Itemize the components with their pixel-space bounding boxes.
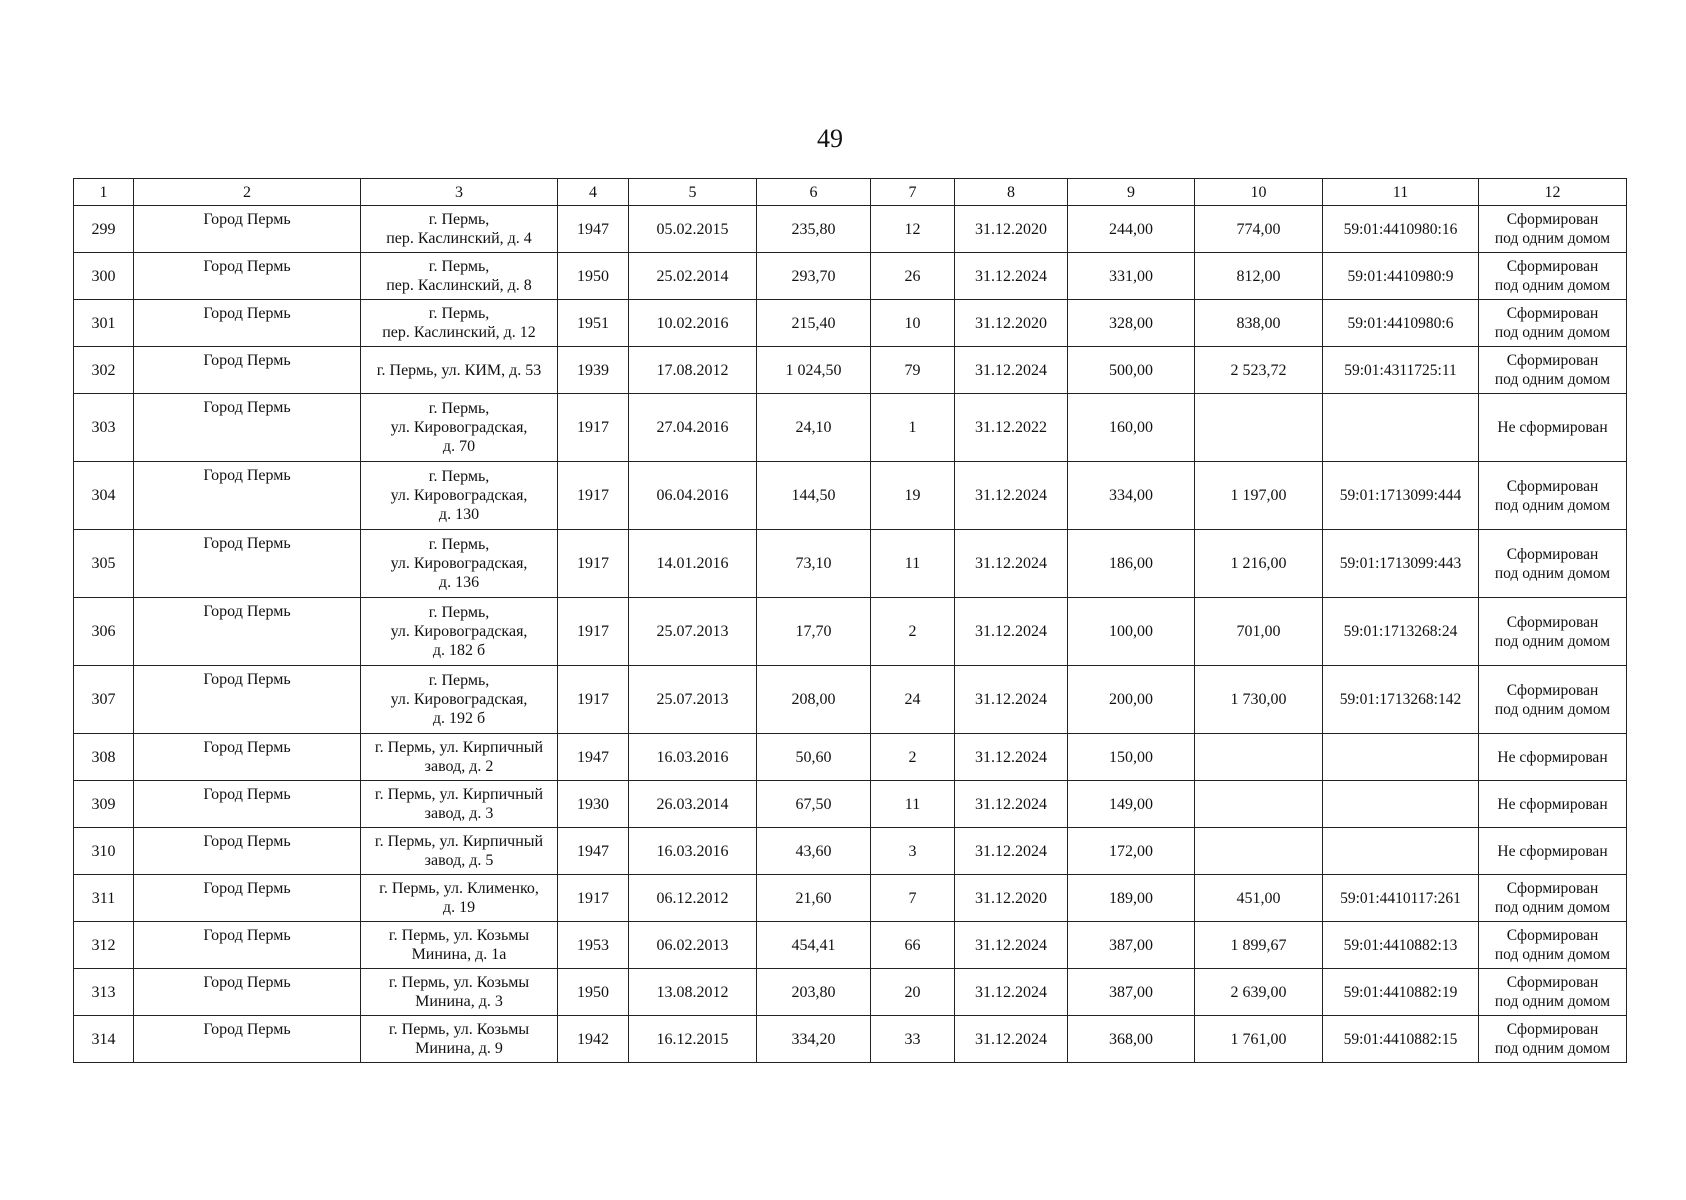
planned-date-cell: 31.12.2024 [955,781,1068,828]
address-line: пер. Каслинский, д. 4 [386,230,532,247]
land-plot-status-cell [1479,530,1627,598]
row-number-cell: 309 [74,781,134,828]
value-cell: 1 761,00 [1195,1016,1323,1063]
column-header: 12 [1479,179,1627,206]
address-line: г. Пермь, [428,258,490,275]
residents-count-cell: 33 [871,1016,955,1063]
column-header: 9 [1068,179,1195,206]
address-line: д. 70 [442,438,476,455]
land-plot-status-cell [1479,462,1627,530]
value-cell: 812,00 [1195,253,1323,300]
status-line: Сформирован [1506,352,1599,369]
area-cell: 208,00 [757,666,871,734]
row-number-cell: 314 [74,1016,134,1063]
table-row [74,969,1627,1016]
table-row [74,875,1627,922]
table-row [74,598,1627,666]
land-plot-status-cell [1479,394,1627,462]
address-line: д. 136 [438,574,480,591]
recognition-date-cell: 27.04.2016 [629,394,757,462]
year-built-cell: 1947 [558,206,629,253]
address-cell [361,598,558,666]
address-line: д. 130 [438,506,480,523]
recognition-date-cell: 25.07.2013 [629,666,757,734]
year-built-cell: 1930 [558,781,629,828]
table-body [74,206,1627,1063]
address-line: ул. Кировоградская, [390,487,528,504]
value-cell: 334,00 [1068,462,1195,530]
residents-count-cell: 11 [871,530,955,598]
residents-count-cell: 19 [871,462,955,530]
land-plot-status-cell [1479,875,1627,922]
status-line: под одним домом [1494,632,1611,650]
status-line: под одним домом [1494,1040,1611,1057]
value-cell: 1 730,00 [1195,666,1323,734]
recognition-date-cell: 26.03.2014 [629,781,757,828]
land-plot-status-cell [1479,666,1627,734]
address-cell [361,969,558,1016]
row-number-cell: 306 [74,598,134,666]
column-header: 6 [757,179,871,206]
address-line: ул. Кировоградская, [390,623,528,640]
area-cell: 21,60 [757,875,871,922]
column-header: 5 [629,179,757,206]
status-line: под одним домом [1494,371,1611,388]
status-line: Сформирован [1506,974,1599,991]
address-line: г. Пермь, ул. Клименко, [379,880,539,897]
recognition-date-cell: 13.08.2012 [629,969,757,1016]
status-line: Сформирован [1506,613,1599,631]
municipality-cell: Город Пермь [134,206,361,253]
value-cell: 500,00 [1068,347,1195,394]
column-header: 8 [955,179,1068,206]
value-cell: 368,00 [1068,1016,1195,1063]
cadastral-number-cell: 59:01:4410882:13 [1323,922,1479,969]
value-cell: 186,00 [1068,530,1195,598]
planned-date-cell: 31.12.2024 [955,462,1068,530]
status-line: Сформирован [1506,258,1599,275]
area-cell: 334,20 [757,1016,871,1063]
address-line: пер. Каслинский, д. 12 [382,324,536,341]
table-row [74,300,1627,347]
row-number-cell: 300 [74,253,134,300]
row-number-cell: 311 [74,875,134,922]
residents-count-cell: 1 [871,394,955,462]
row-number-cell: 305 [74,530,134,598]
land-plot-status-cell [1479,781,1627,828]
cadastral-number-cell: 59:01:4410882:19 [1323,969,1479,1016]
land-plot-status-cell [1479,828,1627,875]
address-cell [361,781,558,828]
planned-date-cell: 31.12.2022 [955,394,1068,462]
row-number-cell: 301 [74,300,134,347]
address-cell [361,828,558,875]
status-line: Не сформирован [1497,795,1608,813]
header-row [74,179,1627,206]
table-row [74,530,1627,598]
land-plot-status-cell [1479,1016,1627,1063]
status-line: под одним домом [1494,230,1611,247]
address-cell [361,734,558,781]
value-cell: 1 197,00 [1195,462,1323,530]
cadastral-number-cell: 59:01:4410882:15 [1323,1016,1479,1063]
status-line: Не сформирован [1497,419,1608,436]
address-line: пер. Каслинский, д. 8 [386,277,532,294]
row-number-cell: 307 [74,666,134,734]
table-row [74,394,1627,462]
page-number: 49 [817,124,843,153]
year-built-cell: 1917 [558,394,629,462]
cadastral-number-cell [1323,781,1479,828]
area-cell: 73,10 [757,530,871,598]
status-line: под одним домом [1494,700,1611,718]
area-cell: 43,60 [757,828,871,875]
status-line: под одним домом [1494,946,1611,963]
year-built-cell: 1939 [558,347,629,394]
recognition-date-cell: 16.12.2015 [629,1016,757,1063]
cadastral-number-cell [1323,734,1479,781]
year-built-cell: 1947 [558,734,629,781]
residents-count-cell: 12 [871,206,955,253]
area-cell: 293,70 [757,253,871,300]
address-line: д. 19 [442,899,476,916]
area-cell: 144,50 [757,462,871,530]
value-cell: 701,00 [1195,598,1323,666]
address-line: г. Пермь, [428,305,490,322]
municipality-cell: Город Пермь [134,969,361,1016]
value-cell: 160,00 [1068,394,1195,462]
planned-date-cell: 31.12.2024 [955,666,1068,734]
residents-count-cell: 24 [871,666,955,734]
value-cell [1195,394,1323,462]
area-cell: 24,10 [757,394,871,462]
planned-date-cell: 31.12.2024 [955,253,1068,300]
status-line: Сформирован [1506,927,1599,944]
table-row [74,206,1627,253]
value-cell: 387,00 [1068,969,1195,1016]
value-cell: 149,00 [1068,781,1195,828]
value-cell: 838,00 [1195,300,1323,347]
value-cell: 100,00 [1068,598,1195,666]
land-plot-status-cell [1479,734,1627,781]
recognition-date-cell: 06.12.2012 [629,875,757,922]
column-header: 4 [558,179,629,206]
column-header: 1 [74,179,134,206]
row-number-cell: 299 [74,206,134,253]
recognition-date-cell: 17.08.2012 [629,347,757,394]
status-line: под одним домом [1494,324,1611,341]
residents-count-cell: 7 [871,875,955,922]
value-cell [1195,781,1323,828]
address-line: г. Пермь, [428,468,490,485]
cadastral-number-cell: 59:01:4410980:16 [1323,206,1479,253]
address-line: Минина, д. 1а [411,946,507,963]
residents-count-cell: 11 [871,781,955,828]
address-cell [361,394,558,462]
status-line: Сформирован [1506,880,1599,897]
table-row [74,922,1627,969]
address-line: г. Пермь, [428,604,490,621]
address-line: г. Пермь, ул. Козьмы [388,1021,530,1038]
address-line: д. 192 б [432,710,486,727]
address-line: г. Пермь, ул. Кирпичный [374,739,544,756]
planned-date-cell: 31.12.2024 [955,598,1068,666]
table-row [74,781,1627,828]
area-cell: 215,40 [757,300,871,347]
area-cell: 1 024,50 [757,347,871,394]
planned-date-cell: 31.12.2024 [955,530,1068,598]
cadastral-number-cell: 59:01:4410980:6 [1323,300,1479,347]
planned-date-cell: 31.12.2020 [955,875,1068,922]
cadastral-number-cell: 59:01:1713268:24 [1323,598,1479,666]
land-plot-status-cell [1479,598,1627,666]
municipality-cell: Город Пермь [134,530,361,598]
year-built-cell: 1917 [558,666,629,734]
cadastral-number-cell: 59:01:4410980:9 [1323,253,1479,300]
row-number-cell: 310 [74,828,134,875]
planned-date-cell: 31.12.2024 [955,969,1068,1016]
address-line: г. Пермь, [428,672,490,689]
status-line: Сформирован [1506,545,1599,563]
column-header: 7 [871,179,955,206]
planned-date-cell: 31.12.2024 [955,734,1068,781]
row-number-cell: 304 [74,462,134,530]
area-cell: 203,80 [757,969,871,1016]
value-cell: 2 639,00 [1195,969,1323,1016]
status-line: Сформирован [1506,681,1599,699]
address-line: г. Пермь, [428,211,490,228]
value-cell: 244,00 [1068,206,1195,253]
area-cell: 50,60 [757,734,871,781]
address-line: Минина, д. 3 [415,993,503,1010]
status-line: Не сформирован [1497,748,1608,766]
residents-count-cell: 3 [871,828,955,875]
value-cell: 150,00 [1068,734,1195,781]
recognition-date-cell: 06.02.2013 [629,922,757,969]
cadastral-number-cell: 59:01:1713099:444 [1323,462,1479,530]
land-plot-status-cell [1479,253,1627,300]
planned-date-cell: 31.12.2024 [955,1016,1068,1063]
address-cell [361,922,558,969]
year-built-cell: 1950 [558,253,629,300]
address-line: г. Пермь, ул. Кирпичный [374,786,544,803]
municipality-cell: Город Пермь [134,875,361,922]
address-line: завод, д. 5 [424,852,494,869]
value-cell: 1 216,00 [1195,530,1323,598]
year-built-cell: 1917 [558,598,629,666]
address-line: ул. Кировоградская, [390,555,528,572]
land-plot-status-cell [1479,347,1627,394]
address-line: г. Пермь, [428,536,490,553]
status-line: под одним домом [1494,993,1611,1010]
status-line: под одним домом [1494,564,1611,582]
recognition-date-cell: 06.04.2016 [629,462,757,530]
year-built-cell: 1953 [558,922,629,969]
value-cell: 387,00 [1068,922,1195,969]
address-line: ул. Кировоградская, [390,419,528,436]
planned-date-cell: 31.12.2024 [955,347,1068,394]
value-cell: 328,00 [1068,300,1195,347]
address-cell [361,253,558,300]
area-cell: 454,41 [757,922,871,969]
value-cell: 451,00 [1195,875,1323,922]
year-built-cell: 1917 [558,530,629,598]
table-row [74,253,1627,300]
cadastral-number-cell: 59:01:4311725:11 [1323,347,1479,394]
residents-count-cell: 79 [871,347,955,394]
residents-count-cell: 66 [871,922,955,969]
status-line: под одним домом [1494,496,1611,514]
municipality-cell: Город Пермь [134,598,361,666]
area-cell: 235,80 [757,206,871,253]
municipality-cell: Город Пермь [134,462,361,530]
land-plot-status-cell [1479,206,1627,253]
land-plot-status-cell [1479,922,1627,969]
address-line: завод, д. 3 [424,805,494,822]
table-row [74,462,1627,530]
land-plot-status-cell [1479,969,1627,1016]
address-line: ул. Кировоградская, [390,691,528,708]
recognition-date-cell: 16.03.2016 [629,734,757,781]
row-number-cell: 312 [74,922,134,969]
table-row [74,734,1627,781]
recognition-date-cell: 10.02.2016 [629,300,757,347]
address-cell [361,206,558,253]
status-line: под одним домом [1494,277,1611,294]
recognition-date-cell: 14.01.2016 [629,530,757,598]
value-cell [1195,734,1323,781]
planned-date-cell: 31.12.2024 [955,922,1068,969]
area-cell: 67,50 [757,781,871,828]
municipality-cell: Город Пермь [134,666,361,734]
cadastral-number-cell: 59:01:1713099:443 [1323,530,1479,598]
value-cell: 1 899,67 [1195,922,1323,969]
recognition-date-cell: 05.02.2015 [629,206,757,253]
year-built-cell: 1942 [558,1016,629,1063]
year-built-cell: 1950 [558,969,629,1016]
year-built-cell: 1951 [558,300,629,347]
column-header: 2 [134,179,361,206]
row-number-cell: 302 [74,347,134,394]
address-line: д. 182 б [432,642,486,659]
value-cell: 189,00 [1068,875,1195,922]
address-line: завод, д. 2 [424,758,494,775]
status-line: под одним домом [1494,899,1611,916]
address-cell [361,462,558,530]
address-cell [361,347,558,394]
address-cell [361,666,558,734]
residents-count-cell: 20 [871,969,955,1016]
value-cell: 2 523,72 [1195,347,1323,394]
status-line: Сформирован [1506,1021,1599,1038]
cadastral-number-cell [1323,828,1479,875]
recognition-date-cell: 25.07.2013 [629,598,757,666]
planned-date-cell: 31.12.2024 [955,828,1068,875]
residents-count-cell: 26 [871,253,955,300]
value-cell: 172,00 [1068,828,1195,875]
planned-date-cell: 31.12.2020 [955,300,1068,347]
area-cell: 17,70 [757,598,871,666]
year-built-cell: 1917 [558,462,629,530]
municipality-cell: Город Пермь [134,300,361,347]
table-row [74,347,1627,394]
column-header: 10 [1195,179,1323,206]
recognition-date-cell: 25.02.2014 [629,253,757,300]
residents-count-cell: 2 [871,598,955,666]
table-row [74,1016,1627,1063]
table-row [74,666,1627,734]
year-built-cell: 1947 [558,828,629,875]
cadastral-number-cell [1323,394,1479,462]
address-cell [361,530,558,598]
value-cell: 774,00 [1195,206,1323,253]
recognition-date-cell: 16.03.2016 [629,828,757,875]
municipality-cell: Город Пермь [134,347,361,394]
row-number-cell: 303 [74,394,134,462]
address-line: г. Пермь, [428,400,490,417]
residents-count-cell: 2 [871,734,955,781]
address-line: Минина, д. 9 [415,1040,503,1057]
value-cell: 331,00 [1068,253,1195,300]
planned-date-cell: 31.12.2020 [955,206,1068,253]
cadastral-number-cell: 59:01:1713268:142 [1323,666,1479,734]
address-line: г. Пермь, ул. Козьмы [388,974,530,991]
table-row [74,828,1627,875]
address-line: г. Пермь, ул. Кирпичный [374,833,544,850]
municipality-cell: Город Пермь [134,922,361,969]
municipality-cell: Город Пермь [134,734,361,781]
address-line: г. Пермь, ул. КИМ, д. 53 [376,361,542,379]
municipality-cell: Город Пермь [134,394,361,462]
housing-registry-table [73,178,1627,1063]
row-number-cell: 313 [74,969,134,1016]
status-line: Сформирован [1506,211,1599,228]
status-line: Сформирован [1506,305,1599,322]
address-cell [361,1016,558,1063]
column-header: 11 [1323,179,1479,206]
value-cell [1195,828,1323,875]
status-line: Не сформирован [1497,842,1608,860]
address-line: г. Пермь, ул. Козьмы [388,927,530,944]
address-cell [361,300,558,347]
status-line: Сформирован [1506,477,1599,495]
column-header: 3 [361,179,558,206]
municipality-cell: Город Пермь [134,828,361,875]
cadastral-number-cell: 59:01:4410117:261 [1323,875,1479,922]
value-cell: 200,00 [1068,666,1195,734]
municipality-cell: Город Пермь [134,781,361,828]
address-cell [361,875,558,922]
municipality-cell: Город Пермь [134,253,361,300]
land-plot-status-cell [1479,300,1627,347]
municipality-cell: Город Пермь [134,1016,361,1063]
row-number-cell: 308 [74,734,134,781]
residents-count-cell: 10 [871,300,955,347]
year-built-cell: 1917 [558,875,629,922]
